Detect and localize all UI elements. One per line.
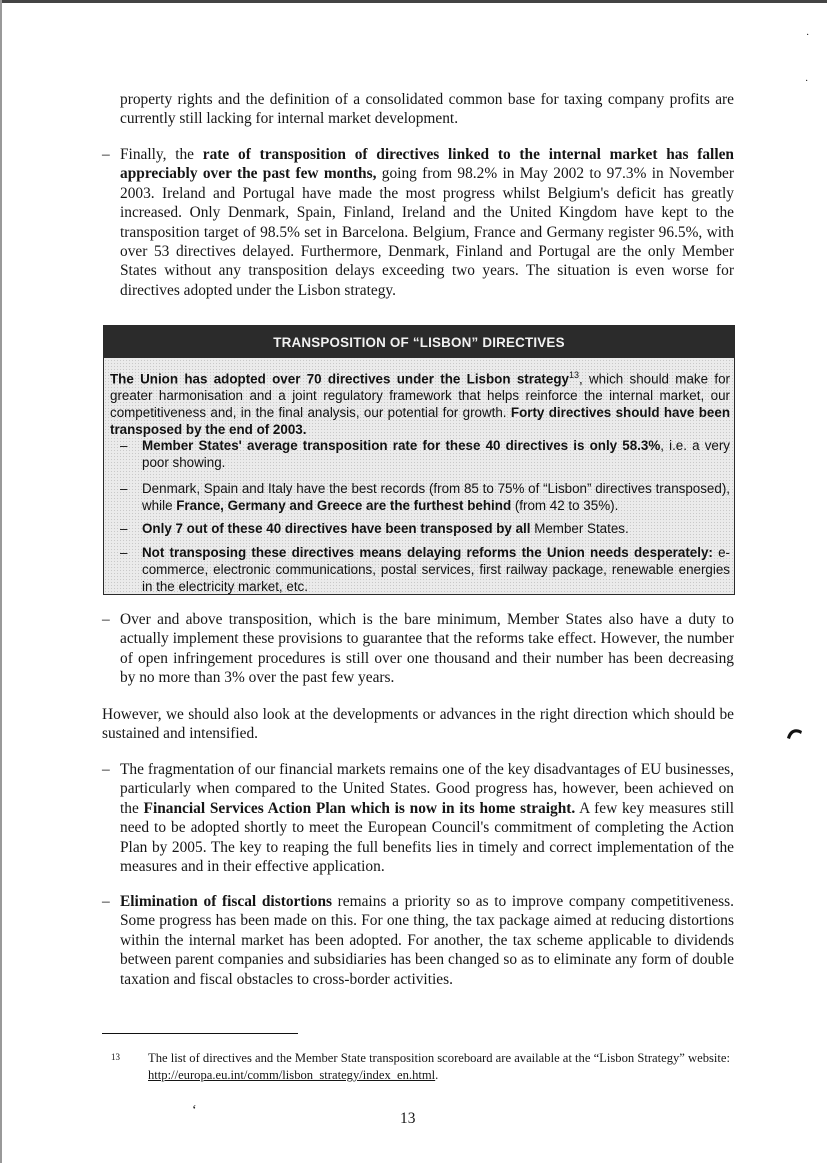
lisbon-directives-box (103, 325, 735, 595)
bullet-implementation-text: Over and above transposition, which is the bare minimum, Member States also have a duty to actually implement these provisions to guarantee that the reforms take effect. However, the number of open infringement procedures is still over one thousand and their number has been decreasing by no more than 3% over the past few years. (120, 611, 734, 687)
footnote-ref: 13 (568, 370, 579, 380)
scan-blob (786, 726, 804, 740)
box-dash: – (120, 481, 128, 496)
box-item-3-bold: Only 7 out of these 40 directives have been transposed by all (142, 521, 531, 536)
bullet-dash: – (102, 611, 110, 628)
box-intro-bold2: Forty directives should have been transposed by the end of 2003. (110, 405, 730, 437)
fragmentation-bold: Financial Services Action Plan which is now in its home straight. (143, 799, 576, 817)
footnote-link[interactable]: http://europa.eu.int/comm/lisbon_strategy/index_en.html (148, 1068, 436, 1082)
bullet-implementation (120, 610, 734, 688)
box-item-4-bold: Not transposing these directives means delaying reforms the Union needs desperately: (142, 545, 713, 560)
scan-speck: ‘ (192, 1103, 197, 1118)
continuation-text: property rights and the definition of a consolidated common base for taxing company profits are currently still lacking for internal market development. (120, 91, 734, 128)
continuation-paragraph (120, 90, 734, 129)
however-text: However, we should also look at the developments or advances in the right direction which should be sustained and intensified. (102, 706, 734, 743)
bullet-dash: – (102, 893, 110, 910)
box-item-1-bold: Member States' average transposition rate for these 40 directives is only 58.3% (142, 438, 661, 453)
fiscal-bold: Elimination of fiscal distortions (120, 893, 332, 910)
box-item-2-bold: France, Germany and Greece are the furthest behind (176, 497, 512, 513)
scan-speck: · (806, 30, 810, 41)
box-item-2-c: (from 42 to 35%). (511, 497, 619, 513)
box-item-4-rest: e-commerce, electronic communications, postal services, first railway package, renewable energies in the electricity market, etc. (142, 545, 730, 594)
fragmentation-a: The fragmentation of our financial markets remains one of the key disadvantages of EU businesses, particularly when compared to the United States. Good progress has, however, been achieved on the (120, 761, 734, 817)
bullet-fiscal (120, 892, 734, 989)
bullet-bold: rate of transposition of directives linked to the internal market has fallen appreciably over the past few months, (120, 146, 734, 183)
scan-top-edge (0, 0, 827, 3)
bullet-lead: Finally, the (120, 146, 203, 163)
page-number: 13 (400, 1110, 416, 1127)
box-item-1-rest: , i.e. a very poor showing. (142, 438, 730, 470)
bullet-dash: – (102, 761, 110, 778)
box-intro-bold: The Union has adopted over 70 directives under the Lisbon strategy (110, 371, 569, 387)
box-title (104, 326, 734, 358)
box-item-3 (142, 521, 730, 538)
fragmentation-c: A few key measures still need to be adopted shortly to meet the European Council's commitment of completing the Action Plan by 2005. The key to reaping the full benefits lies in timely and correct implementation of the measures and in their effective application. (120, 799, 734, 876)
footnote-text (148, 1050, 730, 1084)
box-item-1 (142, 438, 730, 472)
footnote-end: . (435, 1068, 439, 1082)
bullet-transposition (120, 145, 734, 300)
bullet-rest: going from 98.2% in May 2002 to 97.3% in November 2003. Ireland and Portugal have made the most progress whilst Belgium's deficit has greatly increased. Only Denmark, Spain, Finland, Ireland and the United Kingdom have kept to the transposition target of 98.5% set in Barcelona. Belgium, France and Germany register 96.5%, with over 53 directives delayed. Furthermore, Denmark, Finland and Portugal are the only Member States without any transposition delays exceeding two years. The situation is even worse for directives adopted under the Lisbon strategy. (120, 165, 734, 299)
box-item-4 (142, 545, 730, 595)
footnote-number: 13 (111, 1052, 120, 1062)
box-intro (110, 367, 730, 439)
footnote-separator (102, 1033, 298, 1034)
box-item-2 (142, 481, 730, 515)
however-paragraph (102, 705, 734, 744)
fiscal-rest: remains a priority so as to improve company competitiveness. Some progress has been made on this. For one thing, the tax package aimed at reducing distortions within the internal market has been adopted. For another, the tax scheme applicable to dividends between parent companies and subsidiaries has been changed so as to eliminate any form of double taxation and fiscal obstacles to cross-border activities. (120, 893, 734, 988)
box-item-3-rest: Member States. (530, 521, 629, 536)
footnote-body: The list of directives and the Member State transposition scoreboard are available at the “Lisbon Strategy” website: (148, 1051, 730, 1065)
box-dash: – (120, 438, 128, 453)
box-dash: – (120, 545, 128, 560)
scan-speck: · (805, 76, 809, 87)
scan-left-edge (0, 0, 2, 1163)
bullet-fragmentation (120, 760, 734, 876)
box-item-2-a: Denmark, Spain and Italy have the best records (from 85 to 75% of “Lisbon” directives transposed), while (142, 481, 730, 513)
box-intro-rest: , which should make for greater harmonisation and a joint regulatory framework that helps reinforce the internal market, our competitiveness and, in the final analysis, our potential for growth. (110, 371, 730, 421)
box-title-text: TRANSPOSITION OF “LISBON” DIRECTIVES (273, 334, 565, 350)
box-dash: – (120, 521, 128, 536)
bullet-dash: – (102, 146, 110, 163)
